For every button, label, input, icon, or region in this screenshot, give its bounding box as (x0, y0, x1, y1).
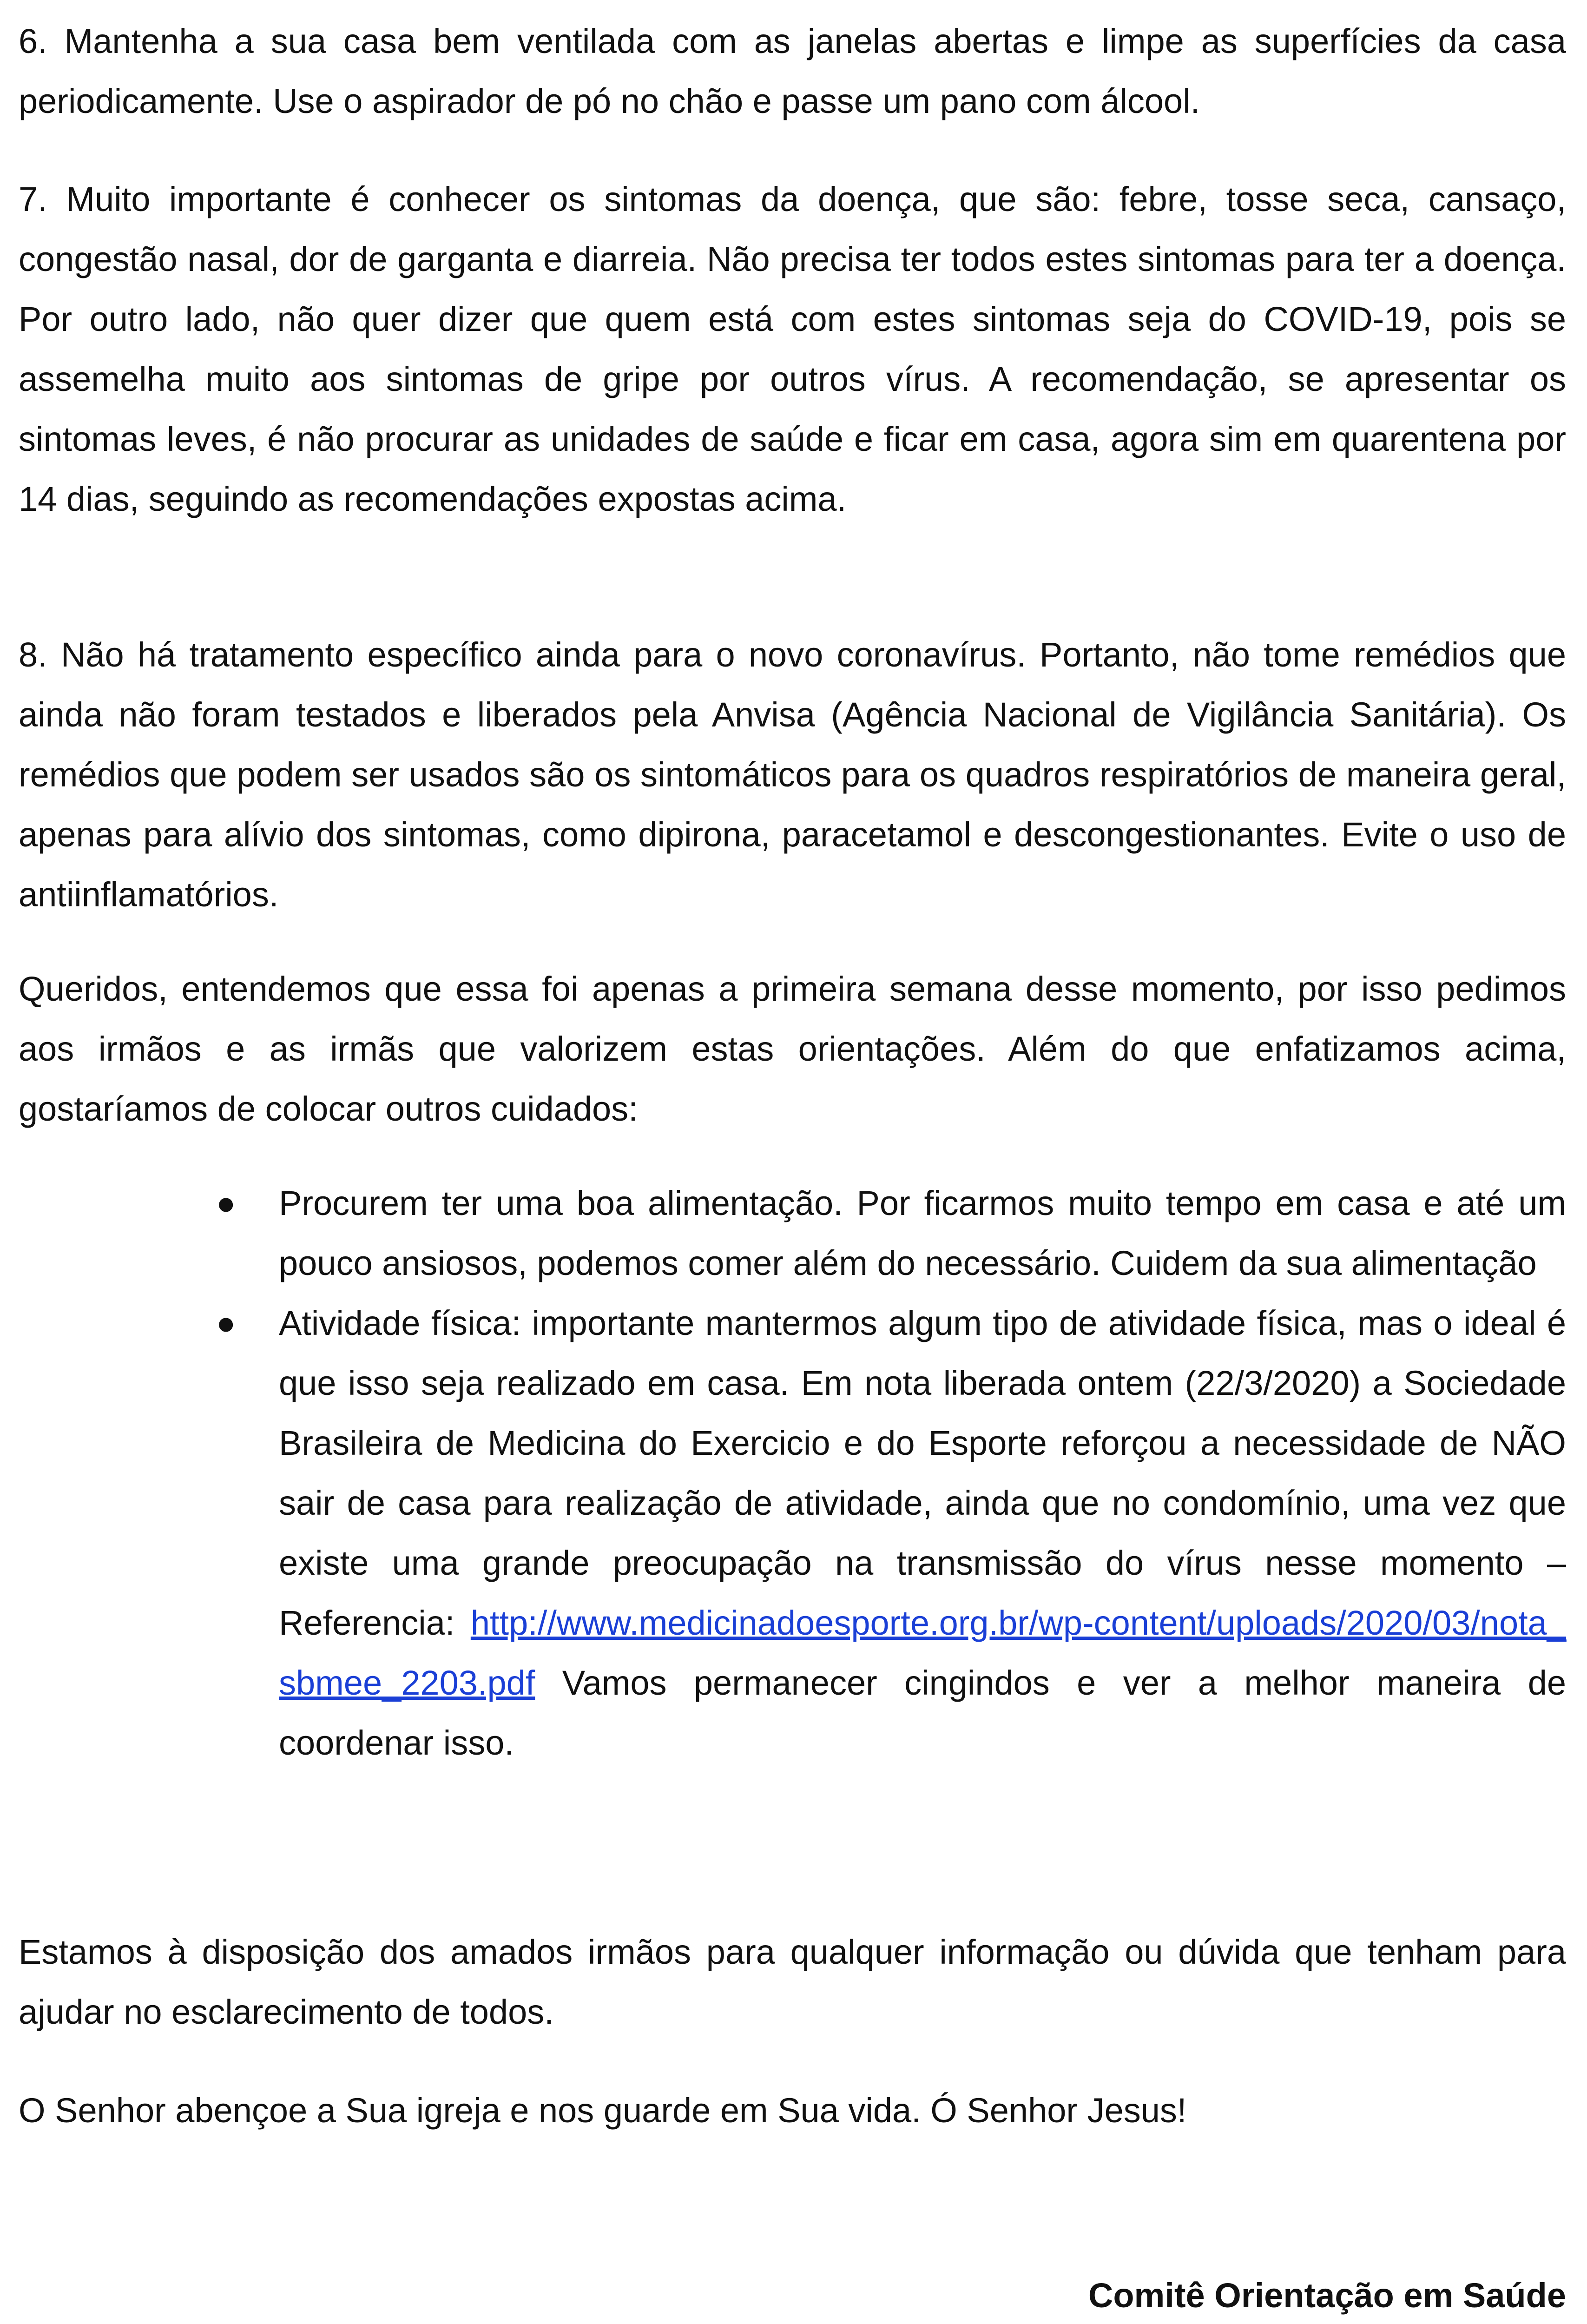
bullet-item-nutrition (216, 1173, 1566, 1293)
document-page (19, 0, 1566, 2324)
bullet-item-physical-activity (216, 1293, 1566, 1773)
care-bullet-list (216, 1173, 1566, 1773)
reference-link[interactable]: http://www.medicinadoesporte.org.br/wp-content/uploads/2020/03/nota_sbmee_2203.pdf (279, 1604, 1566, 1702)
bullet-text-nutrition: Procurem ter uma boa alimentação. Por ficarmos muito tempo em casa e até um pouco ansiosos, podemos comer além do necessário. Cuidem da sua alimentação (279, 1184, 1566, 1282)
paragraph-availability: Estamos à disposição dos amados irmãos para qualquer informação ou dúvida que tenham para ajudar no esclarecimento de todos. (19, 1933, 1566, 2031)
bullet-icon: ● (216, 1185, 236, 1221)
paragraph-blessing: O Senhor abençoe a Sua igreja e nos guarde em Sua vida. Ó Senhor Jesus! (19, 2091, 1187, 2130)
bullet-icon: ● (216, 1305, 236, 1341)
bullet-text-activity: Atividade física: importante mantermos algum tipo de atividade física, mas o ideal é que isso seja realizado em casa. Em nota liberada ontem (22/3/2020) a Sociedade Brasileira de Medicina do Exercicio e do Esporte reforçou a necessidade de NÃO sair de casa para realização de atividade, ainda que no condomínio, uma vez que existe uma grande preocupação na transmissão do vírus nesse momento – Referencia: (279, 1304, 1566, 1642)
bullet-text-activity-end: Vamos permanecer cingindos e ver a melhor maneira de coordenar isso. (279, 1664, 1566, 1762)
paragraph-item-8: 8. Não há tratamento específico ainda para o novo coronavírus. Portanto, não tome remédios que ainda não foram testados e liberados pela Anvisa (Agência Nacional de Vigilância Sanitária). Os remédios que podem ser usados são os sintomáticos para os quadros respiratórios de maneira geral, apenas para alívio dos sintomas, como dipirona, paracetamol e descongestionantes. Evite o uso de antiinflamatórios. (19, 635, 1566, 914)
paragraph-item-7: 7. Muito importante é conhecer os sintomas da doença, que são: febre, tosse seca, cansaço, congestão nasal, dor de garganta e diarreia. Não precisa ter todos estes sintomas para ter a doença. Por outro lado, não quer dizer que quem está com estes sintomas seja do COVID-19, pois se assemelha muito aos sintomas de gripe por outros vírus. A recomendação, se apresentar os sintomas leves, é não procurar as unidades de saúde e ficar em casa, agora sim em quarentena por 14 dias, seguindo as recomendações expostas acima. (19, 180, 1566, 518)
paragraph-intro: Queridos, entendemos que essa foi apenas a primeira semana desse momento, por isso pedimos aos irmãos e as irmãs que valorizem estas orientações. Além do que enfatizamos acima, gostaríamos de colocar outros cuidados: (19, 970, 1566, 1128)
paragraph-item-6: 6. Mantenha a sua casa bem ventilada com as janelas abertas e limpe as superfícies da casa periodicamente. Use o aspirador de pó no chão e passe um pano com álcool. (19, 22, 1566, 120)
signature: Comitê Orientação em Saúde (1088, 2276, 1566, 2315)
